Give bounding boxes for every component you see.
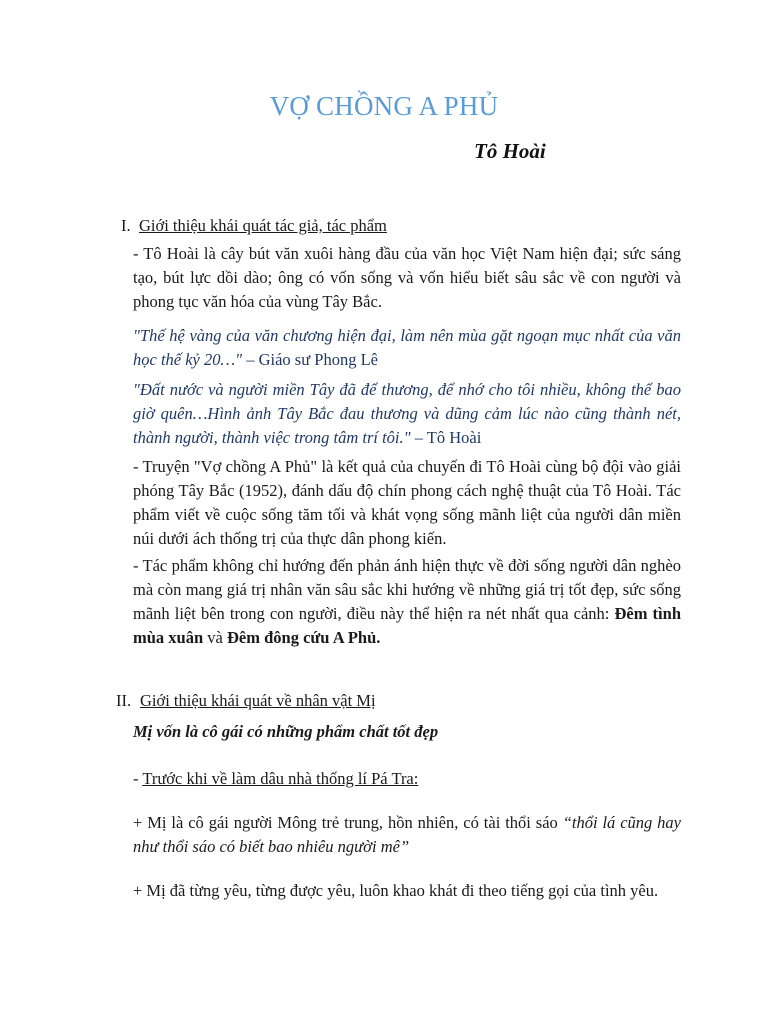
quote-to-hoai [133, 378, 681, 450]
bullet-love: + Mị đã từng yêu, từng được yêu, luôn khao khát đi theo tiếng gọi của tình yêu. [133, 881, 659, 900]
before-marriage-label [133, 767, 418, 791]
quote-source: – Tô Hoài [410, 428, 482, 447]
character-subtitle: Mị vốn là cô gái có những phẩm chất tốt đẹp [133, 722, 439, 741]
bullet-flute-talent [133, 811, 681, 859]
paragraph-work-origin: - Truyện "Vợ chồng A Phủ" là kết quả của chuyến đi Tô Hoài cùng bộ đội vào giải phóng Tây Bắc (1952), đánh dấu độ chín phong cách nghệ thuật của Tô Hoài. Tác phẩm viết về cuộc sống tăm tối và khát vọng sống mãnh liệt của người dân miền núi dưới ách thống trị của thực dân phong kiến. [133, 457, 681, 548]
before-marriage-text: Trước khi về làm dâu nhà thống lí Pá Tra: [142, 769, 419, 788]
scene-winter-night: Đêm đông cứu A Phủ. [226, 628, 381, 647]
bullet-text: + Mị là cô gái người Mông trẻ trung, hồn nhiên, có tài thổi sáo [133, 813, 563, 832]
dash-prefix: - [133, 769, 143, 788]
quote-source: – Giáo sư Phong Lê [242, 350, 379, 369]
conjunction-text: và [203, 628, 227, 647]
section-number: I. [121, 216, 131, 235]
section-heading-text: Giới thiệu khái quát tác giả, tác phẩm [139, 216, 387, 235]
quote-text: "Thế hệ vàng của văn chương hiện đại, làm nên mùa gặt ngoạn mục nhất của văn học thế kỷ 20…" [133, 326, 681, 369]
quote-phong-le [133, 324, 681, 372]
section-heading-text: Giới thiệu khái quát về nhân vật Mị [140, 691, 376, 710]
document-title: VỢ CHỒNG A PHỦ [269, 91, 499, 121]
scene-spring-night: Đêm tình mùa xuân [133, 604, 681, 647]
bullet-quote: “thổi lá cũng hay như thổi sáo có biết bao nhiêu người mê” [133, 813, 682, 856]
section-heading-1 [121, 214, 387, 238]
paragraph-work-value [133, 554, 681, 650]
paragraph-author-intro: - Tô Hoài là cây bút văn xuôi hàng đầu của văn học Việt Nam hiện đại; sức sáng tạo, bút lực dồi dào; ông có vốn sống và vốn hiểu biết sâu sắc về con người và phong tục văn hóa của vùng Tây Bắc. [133, 244, 681, 311]
document-author: Tô Hoài [474, 139, 546, 163]
section-number: II. [116, 691, 132, 710]
paragraph-text: - Tác phẩm không chỉ hướng đến phản ánh hiện thực về đời sống người dân nghèo mà còn mang giá trị nhân văn sâu sắc khi hướng về những giá trị tốt đẹp, sức sống mãnh liệt bên trong con người, điều này thể hiện ra nét nhất qua cảnh: [133, 556, 681, 623]
section-heading-2 [116, 689, 376, 713]
quote-text: "Đất nước và người miền Tây đã để thương, để nhớ cho tôi nhiều, không thể bao giờ quên…Hình ảnh Tây Bắc đau thương và dũng cảm lúc nào cũng thành nét, thành người, thành việc trong tâm trí tôi." [133, 380, 681, 447]
